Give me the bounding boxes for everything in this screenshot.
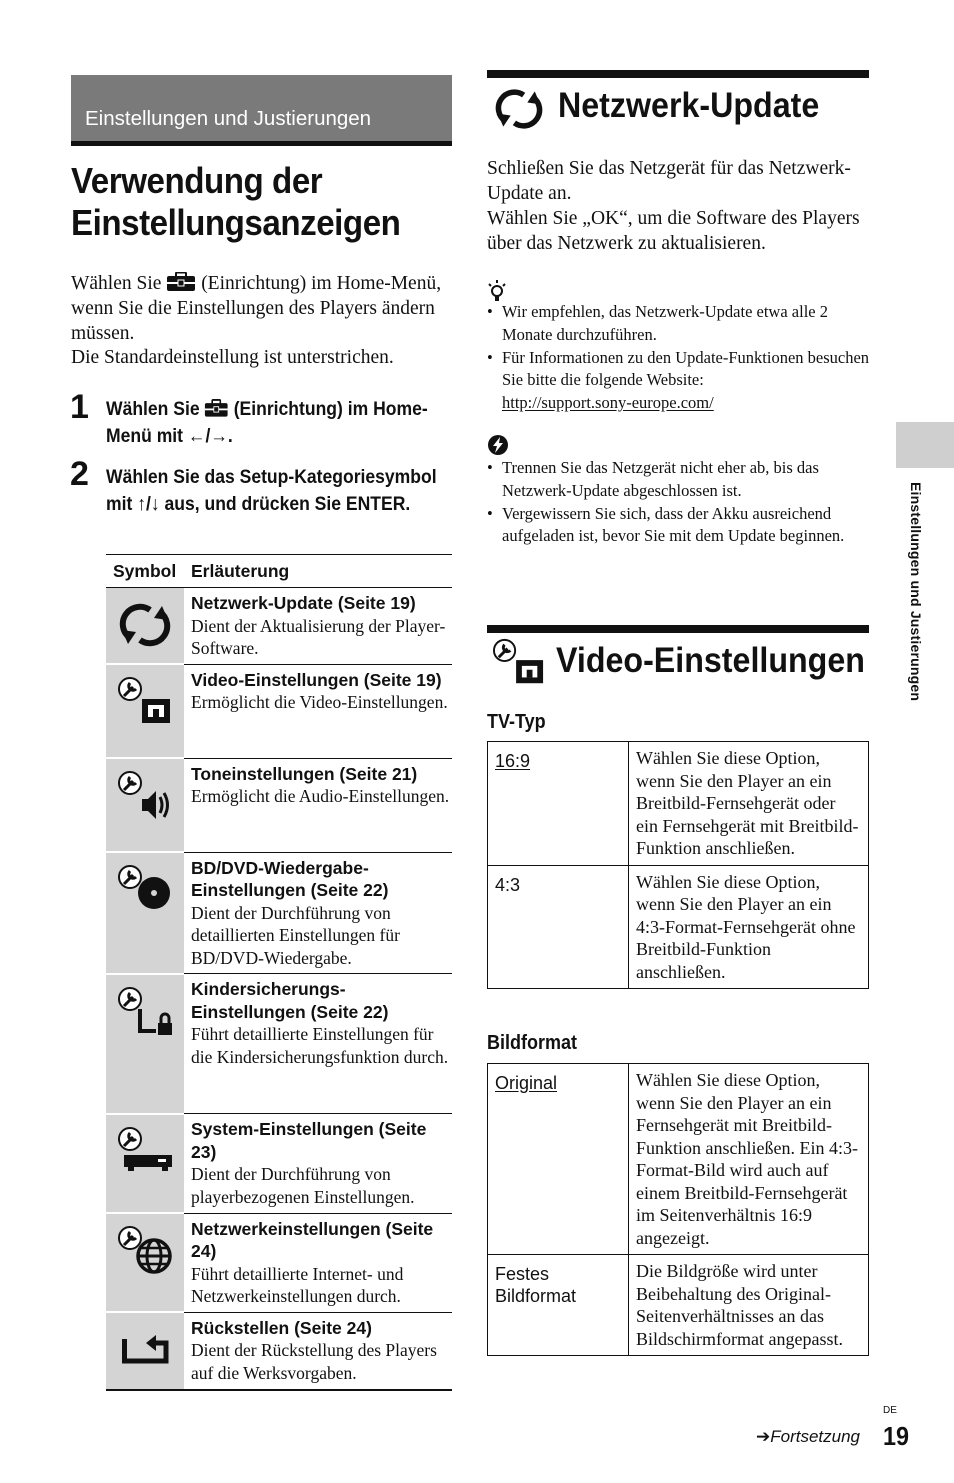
page-number: 19 [883,1421,910,1451]
picture-format-heading: Bildformat [487,1032,577,1054]
network-update-icon [116,598,174,652]
list-item: • Vergewissern Sie sich, dass der Akku ausreichend aufgeladen ist, bevor Sie mit dem Update beginnen. [487,503,872,549]
table-row: 4:3 Wählen Sie diese Option, wenn Sie den Player an ein 4:3-Format-Fernsehgerät ohne Breitbild-Funktion anschließen. [488,865,869,989]
network-update-title: Netzwerk-Update [558,86,820,125]
symbol-table-header [106,555,452,588]
system-settings-icon [116,1125,174,1179]
table-row: 16:9 Wählen Sie diese Option, wenn Sie den Player an ein Breitbild-Fernsehgerät oder ein Fernsehgerät mit Breitbild-Funktion anschließen. [488,742,869,866]
intro-paragraph: Wählen Sie (Einrichtung) im Home-Menü, wenn Sie die Einstellungen des Players ändern müssen. Die Standardeinstellung ist unterstrichen. [71,273,442,369]
table-row: System-Einstellungen (Seite 23) Dient der Durchführung von playerbezogenen Einstellungen. [106,1114,452,1213]
section-header: Einstellungen und Justierungen [85,107,372,130]
tips-list [487,301,872,415]
page-title: Verwendung der Einstellungsanzeigen [71,160,401,243]
parental-control-icon [116,985,174,1039]
network-update-icon [490,84,548,134]
table-row: Rückstellen (Seite 24) Dient der Rückstellung des Players auf die Werksvorgaben. [106,1312,452,1389]
support-url: http://support.sony-europe.com/ [502,393,714,413]
video-settings-icon [490,637,548,689]
side-tab [896,422,954,468]
heading-rule [487,70,869,78]
table-row: Original Wählen Sie diese Option, wenn Sie den Player an ein Fernsehgerät mit Breitbild-Funktion anschließen. Ein 4:3-Format-Bild wird auch auf einem Breitbild-Fernsehgerät im Seitenverhältnis 16:9 angezeigt. [488,1064,869,1255]
reset-icon [116,1323,174,1377]
disc-settings-icon [116,863,174,917]
section-header-bar [71,75,452,146]
step-number-2: 2 [70,455,89,493]
side-section-label: Einstellungen und Justierungen [908,482,924,702]
list-item: • Für Informationen zu den Update-Funktionen besuchen Sie bitte die folgende Website: http://support.sony-europe.com/ [487,347,872,415]
table-row: Kindersicherungs-Einstellungen (Seite 22) Führt detaillierte Einstellungen für die Kindersicherungsfunktion durch. [106,974,452,1114]
toolbox-icon [205,399,229,418]
continued-label: ➔Fortsetzung [756,1427,861,1446]
table-row: Netzwerkeinstellungen (Seite 24) Führt detaillierte Internet- und Netzwerkeinstellungen durch. [106,1213,452,1312]
col-description: Erläuterung [184,555,452,588]
step-number-1: 1 [70,388,89,426]
picture-format-table [487,1063,869,1356]
table-row: Toneinstellungen (Seite 21) Ermöglicht die Audio-Einstellungen. [106,758,452,852]
heading-rule [487,625,869,633]
step-1-text: Wählen Sie (Einrichtung) im Home-Menü mit ←/→. [106,398,428,447]
caution-icon [487,434,509,456]
notes-list [487,457,872,548]
language-code: DE [883,1405,897,1416]
table-row: Festes Bildformat Die Bildgröße wird unter Beibehaltung des Original-Seitenverhältnisses an das Bildschirmformat angepasst. [488,1255,869,1356]
tv-type-heading: TV-Typ [487,711,546,733]
list-item: • Trennen Sie das Netzgerät nicht eher ab, bis das Netzwerk-Update abgeschlossen ist. [487,457,872,503]
table-row: Netzwerk-Update (Seite 19) Dient der Aktualisierung der Player-Software. [106,588,452,665]
video-settings-icon [116,675,174,729]
list-item: • Wir empfehlen, das Netzwerk-Update etwa alle 2 Monate durchzuführen. [487,301,872,347]
step-2-text: Wählen Sie das Setup-Kategoriesymbol mit ↑/↓ aus, und drücken Sie ENTER. [106,466,437,515]
table-row: Video-Einstellungen (Seite 19) Ermöglicht die Video-Einstellungen. [106,664,452,758]
audio-settings-icon [116,769,174,823]
video-settings-title: Video-Einstellungen [556,641,865,680]
arrow-right-icon: ➔ [756,1427,771,1446]
tv-type-table [487,741,869,989]
network-update-text: Schließen Sie das Netzgerät für das Netzwerk-Update an. Wählen Sie „OK“, um die Software des Players über das Netzwerk zu aktualisieren. [487,158,860,254]
col-symbol: Symbol [106,555,184,588]
toolbox-icon [166,272,196,292]
symbol-table [106,554,452,1391]
table-row: BD/DVD-Wiedergabe-Einstellungen (Seite 22) Dient der Durchführung von detaillierten Einstellungen für BD/DVD-Wiedergabe. [106,852,452,974]
network-settings-icon [116,1224,174,1278]
lightbulb-icon [487,280,507,302]
